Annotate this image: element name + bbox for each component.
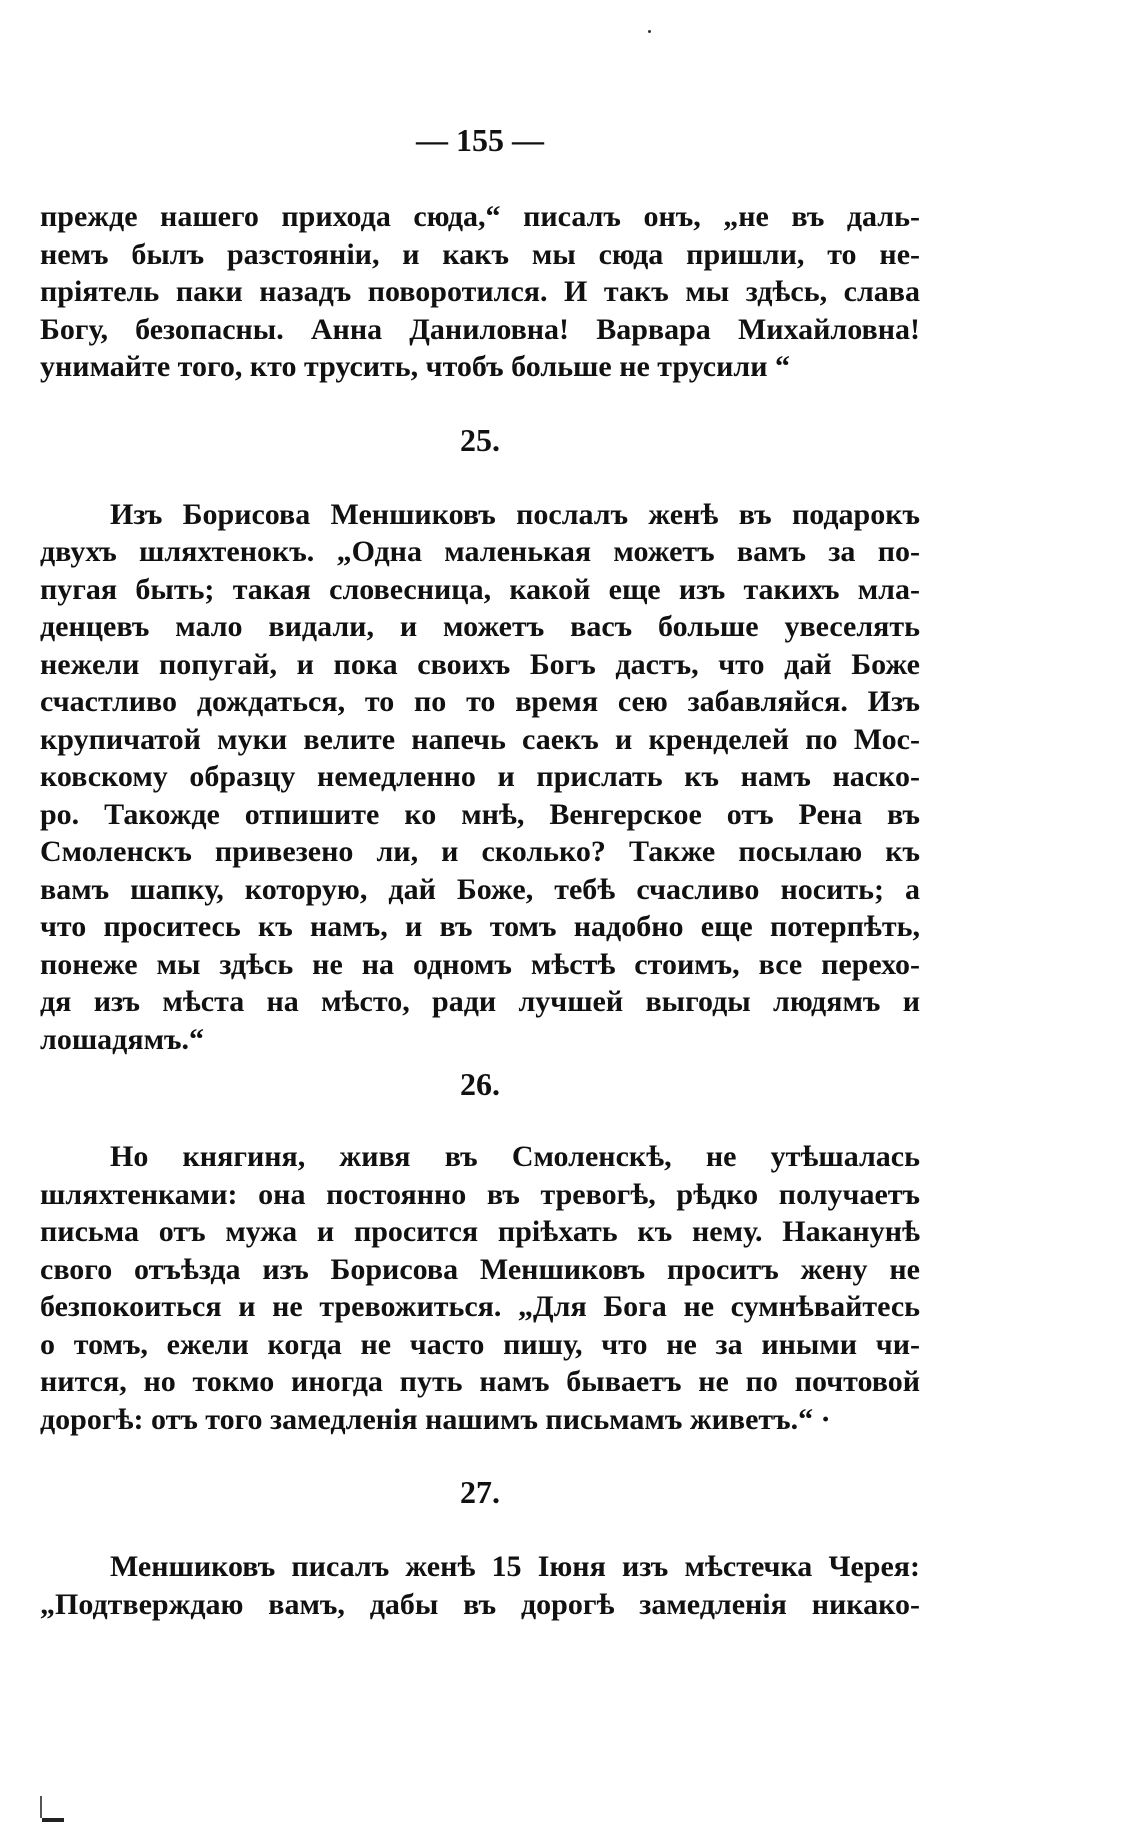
paragraph-section-25 (40, 496, 920, 1059)
scan-mark (42, 1818, 64, 1822)
ink-speck (648, 30, 651, 33)
book-page (40, 120, 920, 1623)
text-line: дя изъ мѣста на мѣсто, ради лучшей выгоды людямъ и (40, 985, 920, 1018)
text-line: что проситесь къ намъ, и въ томъ надобно еще потерпѣть, (40, 910, 920, 943)
text-line: двухъ шляхтенокъ. „Одна маленькая можетъ вамъ за по- (40, 535, 920, 568)
text-line: лошадямъ.“ (40, 1022, 204, 1056)
text-line: безпокоиться и не тревожиться. „Для Бога не сумнѣвайтесь (40, 1290, 920, 1323)
text-line: Изъ Борисова Меншиковъ послалъ женѣ въ подарокъ (110, 497, 920, 531)
section-number: 27. (460, 1474, 500, 1510)
text-line: прежде нашего прихода сюда,“ писалъ онъ, „не въ даль- (40, 200, 920, 233)
text-line: о томъ, ежели когда не часто пишу, что не за иными чи- (40, 1327, 920, 1361)
text-line: Смоленскъ привезено ли, и сколько? Также посылаю къ (40, 835, 920, 868)
section-number: 26. (460, 1066, 500, 1102)
scan-mark (40, 1796, 42, 1818)
text-line: ковскому образцу немедленно и прислать къ намъ наско- (40, 760, 920, 793)
text-line: немъ былъ разстояніи, и какъ мы сюда пришли, то не- (40, 237, 920, 271)
text-line: денцевъ мало видали, и можетъ васъ больше увеселять (40, 610, 920, 643)
section-number: 25. (460, 421, 500, 458)
paragraph-section-26 (40, 1138, 920, 1438)
text-line: шляхтенками: она постоянно въ тревогѣ, рѣдко получаетъ (40, 1177, 920, 1211)
text-line: дорогѣ: отъ того замедленія нашимъ письмамъ живетъ.“ · (40, 1402, 831, 1436)
text-line: Меншиковъ писалъ женѣ 15 Іюня изъ мѣстечка Черея: (110, 1550, 920, 1583)
text-line: „Подтверждаю вамъ, дабы въ дорогѣ замедленія никако- (40, 1587, 920, 1621)
paragraph-section-27 (40, 1548, 920, 1623)
paragraph-continuation (40, 198, 920, 386)
text-line: нится, но токмо иногда путь намъ бываетъ не по почтовой (40, 1365, 920, 1398)
page-number: — 155 — (416, 122, 544, 158)
text-line: письма отъ мужа и просится пріѣхать къ нему. Наканунѣ (40, 1215, 920, 1248)
text-line: пріятель паки назадъ поворотился. И такъ мы здѣсь, слава (40, 275, 920, 308)
text-line: пугая быть; такая словесница, какой еще изъ такихъ мла- (40, 572, 920, 606)
text-line: вамъ шапку, которую, дай Боже, тебѣ счасливо носить; а (40, 872, 920, 906)
text-line: свого отъѣзда изъ Борисова Меншиковъ проситъ жену не (40, 1252, 920, 1286)
text-line: ро. Такожде отпишите ко мнѣ, Венгерское отъ Рена въ (40, 797, 920, 831)
text-line: унимайте того, кто трусить, чтобъ больше не трусили “ (40, 350, 790, 383)
text-line: нежели попугай, и пока своихъ Богъ дастъ, что дай Боже (40, 647, 920, 681)
text-line: понеже мы здѣсь не на одномъ мѣстѣ стоимъ, все перехо- (40, 947, 920, 981)
text-line: счастливо дождаться, то по то время сею забавляйся. Изъ (40, 685, 920, 718)
text-line: Богу, безопасны. Анна Даниловна! Варвара Михайловна! (40, 312, 920, 346)
text-line: Но княгиня, живя въ Смоленскѣ, не утѣшалась (110, 1140, 920, 1173)
text-line: крупичатой муки велите напечь саекъ и кренделей по Мос- (40, 722, 920, 756)
